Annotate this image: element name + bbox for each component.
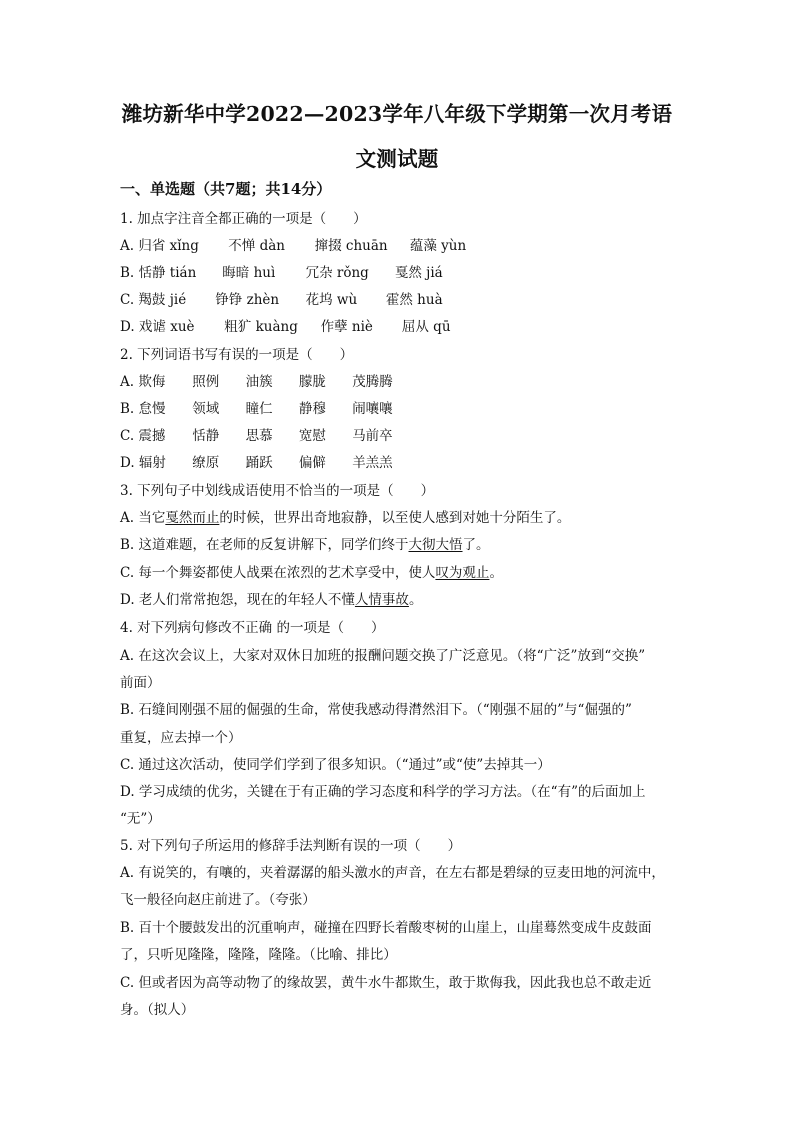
question-2-option-b — [120, 399, 393, 419]
option-item: 照例 — [192, 374, 220, 390]
question-1-option-d — [120, 317, 451, 337]
option-item: A. 欺侮 — [120, 374, 166, 390]
question-5-option-b-line-1: B. 百十个腰鼓发出的沉重响声，碰撞在四野长着酸枣树的山崖上，山崖蓦然变成牛皮鼓面 — [120, 920, 652, 936]
option-item: 晦暗 huì — [222, 265, 276, 281]
question-4-option-a-line-1: A. 在这次会议上，大家对双休日加班的报酬问题交换了广泛意见。（将“广泛”放到“交换” — [120, 648, 646, 664]
underlined-idiom: 叹为观止 — [435, 565, 490, 581]
question-5-stem: 5. 对下列句子所运用的修辞手法判断有误的一项（ ） — [120, 838, 462, 854]
question-1-option-a — [120, 236, 466, 256]
question-4-option-b-line-2: 重复，应去掉一个） — [120, 730, 242, 746]
option-text: D. 老人们常常抱怨，现在的年轻人不懂 — [120, 592, 355, 608]
section-heading: 一、单选题（共7题；共14分） — [120, 180, 332, 198]
question-3-option-b — [120, 535, 490, 555]
option-item: 偏僻 — [298, 455, 326, 471]
option-item: B. 怠慢 — [120, 401, 166, 417]
option-item: A. 归省 xǐng — [120, 238, 199, 254]
question-1-stem: 1. 加点字注音全都正确的一项是（ ） — [120, 211, 367, 227]
option-item: 茂腾腾 — [352, 374, 393, 390]
underlined-idiom: 戛然而止 — [165, 510, 220, 526]
exam-title-line-2: 文测试题 — [355, 147, 439, 171]
question-3-stem: 3. 下列句子中划线成语使用不恰当的一项是（ ） — [120, 483, 435, 499]
question-5-option-a-line-2: 飞一般径向赵庄前进了。（夸张） — [120, 892, 316, 908]
option-item: 粗犷 kuàng — [224, 319, 298, 335]
question-4-option-a-line-2: 前面） — [120, 675, 161, 691]
option-item: 闹嚷嚷 — [352, 401, 393, 417]
option-text: B. 这道难题，在老师的反复讲解下，同学们终于 — [120, 537, 409, 553]
option-item: B. 恬静 tián — [120, 265, 197, 281]
question-1-option-c — [120, 290, 443, 310]
option-item: 戛然 jiá — [394, 265, 443, 281]
question-2-option-d — [120, 453, 393, 473]
option-item: 油簇 — [245, 374, 273, 390]
option-text: A. 当它 — [120, 510, 166, 526]
question-5-option-c-line-2: 身。（拟人） — [120, 1002, 195, 1018]
option-item: C. 震撼 — [120, 428, 166, 444]
question-2-stem: 2. 下列词语书写有误的一项是（ ） — [120, 347, 354, 363]
question-4-option-c: C. 通过这次活动，使同学们学到了很多知识。（“通过”或“使”去掉其一） — [120, 757, 551, 773]
option-item: 屈从 qū — [401, 319, 451, 335]
option-item: 缭原 — [192, 455, 220, 471]
question-5-option-c-line-1: C. 但或者因为高等动物了的缘故罢，黄牛水牛都欺生，敢于欺侮我，因此我也总不敢走近 — [120, 975, 652, 991]
option-item: 羊羔羔 — [352, 455, 393, 471]
option-item: 冗杂 rǒng — [305, 265, 369, 281]
option-item: D. 戏谑 xuè — [120, 319, 195, 335]
question-1-option-b — [120, 263, 443, 283]
option-text: 的时候，世界出奇地寂静，以至使人感到对她十分陌生了。 — [219, 510, 571, 526]
underlined-idiom: 大彻大悟 — [408, 537, 463, 553]
question-3-option-a — [120, 508, 570, 528]
option-text: 。 — [408, 592, 423, 608]
question-2-option-c — [120, 426, 393, 446]
question-3-option-d — [120, 590, 422, 610]
option-item: 踊跃 — [245, 455, 273, 471]
option-item: 铮铮 zhèn — [215, 292, 280, 308]
exam-title-line-1: 潍坊新华中学2022—2023学年八年级下学期第一次月考语 — [121, 102, 673, 126]
question-5-option-b-line-2: 了，只听见隆隆，隆隆，隆隆。（比喻、排比） — [120, 947, 397, 963]
option-item: 马前卒 — [352, 428, 393, 444]
option-item: 静穆 — [298, 401, 326, 417]
option-text: 了。 — [462, 537, 490, 553]
option-item: C. 羯鼓 jié — [120, 292, 187, 308]
question-4-option-b-line-1: B. 石缝间刚强不屈的倔强的生命，常使我感动得潸然泪下。（“刚强不屈的”与“倔强的” — [120, 702, 632, 718]
option-item: 作孽 niè — [320, 319, 373, 335]
option-item: 朦胧 — [298, 374, 326, 390]
question-3-option-c — [120, 563, 503, 583]
option-item: 撺掇 chuān — [314, 238, 388, 254]
option-item: D. 辐射 — [120, 455, 166, 471]
option-item: 恬静 — [192, 428, 220, 444]
underlined-idiom: 人情事故 — [354, 592, 409, 608]
question-2-option-a — [120, 372, 393, 392]
option-item: 瞳仁 — [245, 401, 273, 417]
option-item: 思慕 — [245, 428, 273, 444]
option-item: 蕴藻 yùn — [409, 238, 467, 254]
option-text: 。 — [489, 565, 503, 581]
option-item: 花坞 wù — [305, 292, 358, 308]
question-5-option-a-line-1: A. 有说笑的，有嚷的，夹着潺潺的船头激水的声音，在左右都是碧绿的豆麦田地的河流中， — [120, 865, 665, 881]
question-4-option-d-line-1: D. 学习成绩的优劣，关键在于有正确的学习态度和科学的学习方法。（在“有”的后面加上 — [120, 784, 646, 800]
question-4-option-d-line-2: “无”） — [120, 811, 161, 827]
option-item: 宽慰 — [298, 428, 326, 444]
option-item: 霍然 huà — [385, 292, 443, 308]
option-item: 不惮 dàn — [228, 238, 285, 254]
option-item: 领域 — [192, 401, 220, 417]
option-text: C. 每一个舞姿都使人战栗在浓烈的艺术享受中，使人 — [120, 565, 436, 581]
question-4-stem: 4. 对下列病句修改不正确 的一项是（ ） — [120, 620, 385, 636]
